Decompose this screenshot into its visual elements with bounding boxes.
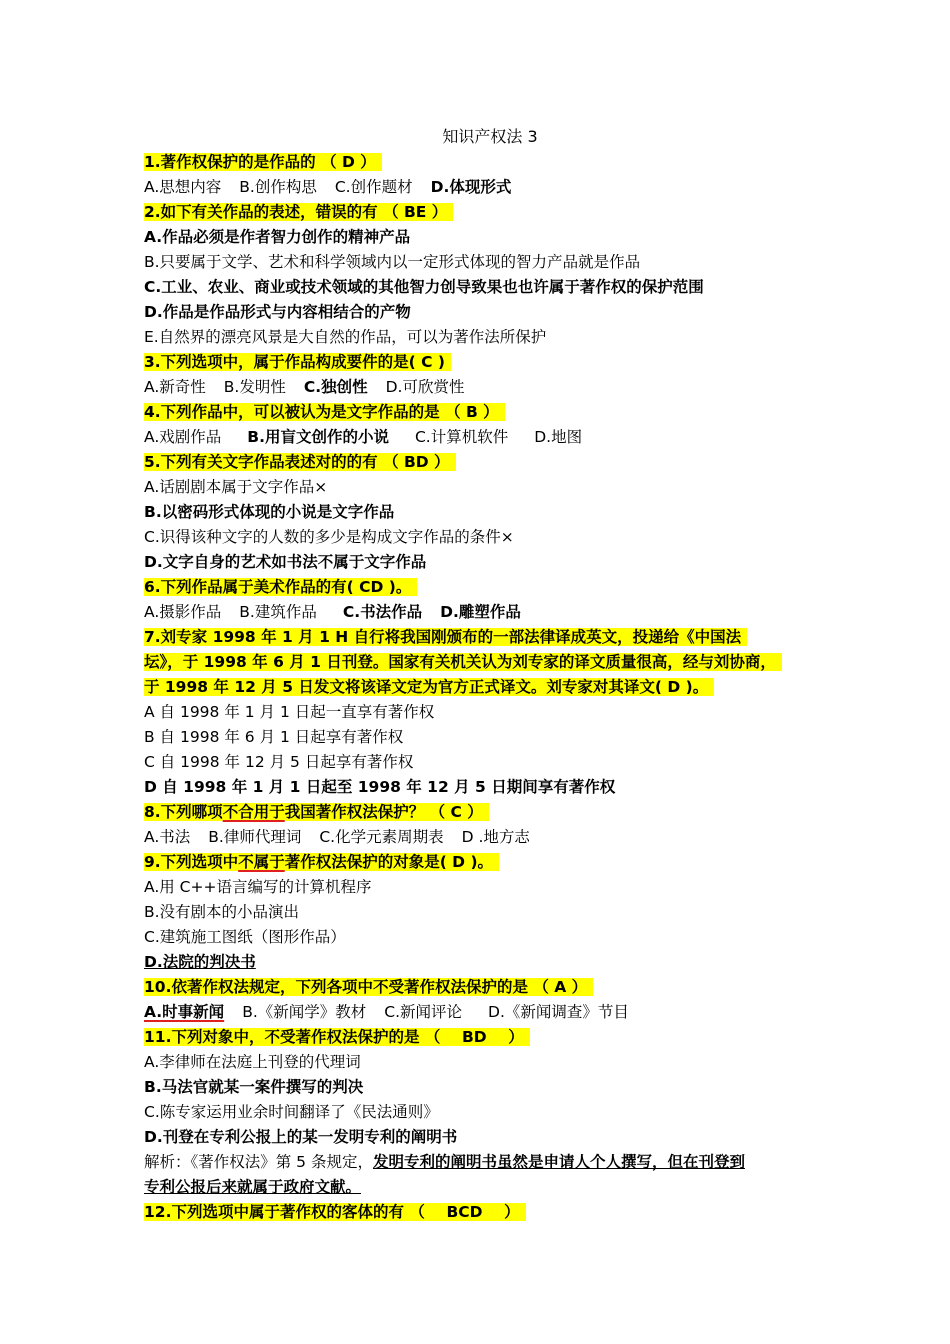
q4-option-d: D.地图	[534, 428, 583, 446]
q3-option-d: D.可欣赏性	[385, 378, 465, 396]
q4-option-b: B.用盲文创作的小说	[247, 428, 389, 446]
q11-option-a: A.李律师在法庭上刊登的代理词	[144, 1053, 361, 1071]
q3-option-a: A.新奇性	[144, 378, 206, 396]
question-3: 3.下列选项中，属于作品构成要件的是( C )	[144, 351, 451, 373]
q8-option-a: A.书法	[144, 828, 191, 846]
question-7-line-3: 于 1998 年 12 月 5 日发文将该译文定为官方正式译文。刘专家对其译文( D )。	[144, 676, 714, 698]
page-title: 知识产权法 3	[442, 127, 538, 146]
question-5: 5.下列有关文字作品表述对的的有 （ BD ）	[144, 451, 456, 473]
q11-analysis-line-2: 专利公报后来就属于政府文献。	[144, 1178, 362, 1196]
q9-option-b: B.没有剧本的小品演出	[144, 903, 300, 921]
q10-option-c: C.新闻评论	[384, 1003, 463, 1021]
q2-option-d: D.作品是作品形式与内容相结合的产物	[144, 303, 411, 321]
q7-option-c: C 自 1998 年 12 月 5 日起享有著作权	[144, 753, 414, 771]
question-6: 6.下列作品属于美术作品的有( CD )。	[144, 576, 417, 598]
q11-option-b: B.马法官就某一案件撰写的判决	[144, 1078, 364, 1096]
q4-options	[144, 426, 582, 448]
q3-options	[144, 376, 464, 398]
question-7-line-1: 7.刘专家 1998 年 1 月 1 H 自行将我国刚颁布的一部法律译成英文，投递给《中国法	[144, 626, 747, 648]
question-9: 9.下列选项中不属于著作权法保护的对象是( D )。	[144, 851, 499, 873]
q4-option-a: A.戏剧作品	[144, 428, 222, 446]
q2-option-c: C.工业、农业、商业或技术领域的其他智力创导致果也也许属于著作权的保护范围	[144, 278, 704, 296]
question-12: 12.下列选项中属于著作权的客体的有 （ BCD ）	[144, 1201, 526, 1223]
q8-emphasis: 不合用于	[222, 803, 285, 821]
analysis-label: 解析：《著作权法》第 5 条规定，	[144, 1153, 373, 1171]
q6-option-c: C.书法作品	[342, 603, 423, 621]
q9-option-d: D.法院的判决书	[144, 953, 256, 971]
q9-option-a: A.用 C++语言编写的计算机程序	[144, 878, 372, 896]
question-10: 10.依著作权法规定，下列各项中不受著作权法保护的是 （ A ）	[144, 976, 593, 998]
q1-option-b: B.创作构思	[239, 178, 317, 196]
q8-option-c: C.化学元素周期表	[319, 828, 444, 846]
question-11: 11.下列对象中，不受著作权法保护的是 （ BD ）	[144, 1026, 530, 1048]
q11-option-d: D.刊登在专利公报上的某一发明专利的阐明书	[144, 1128, 458, 1146]
q5-option-c: C.识得该种文字的人数的多少是构成文字作品的条件×	[144, 528, 514, 546]
q1-option-d: D.体现形式	[430, 178, 512, 196]
analysis-emphasis-1: 发明专利的阐明书虽然是申请人个人撰写，但在刊登到	[372, 1153, 745, 1171]
q6-option-d: D.雕塑作品	[440, 603, 521, 621]
q7-option-b: B 自 1998 年 6 月 1 日起享有著作权	[144, 728, 404, 746]
q1-option-a: A.思想内容	[144, 178, 222, 196]
q10-option-d: D.《新闻调查》节目	[488, 1003, 629, 1021]
question-7-line-2: 坛》，于 1998 年 6 月 1 日刊登。国家有关机关认为刘专家的译文质量很高，经与刘协商，	[144, 651, 782, 673]
q10-options	[144, 1001, 629, 1023]
q11-option-c: C.陈专家运用业余时间翻译了《民法通则》	[144, 1103, 439, 1121]
q3-option-b: B.发明性	[223, 378, 286, 396]
q10-option-a: A.时事新闻	[144, 1003, 225, 1021]
q5-option-d: D.文字自身的艺术如书法不属于文字作品	[144, 553, 427, 571]
q2-option-a: A.作品必须是作者智力创作的精神产品	[144, 228, 411, 246]
question-4: 4.下列作品中，可以被认为是文字作品的是 （ B ）	[144, 401, 505, 423]
q6-option-a: A.摄影作品	[144, 603, 222, 621]
q4-option-c: C.计算机软件	[414, 428, 509, 446]
q10-option-b: B.《新闻学》教材	[242, 1003, 367, 1021]
question-8: 8.下列哪项不合用于我国著作权法保护？ （ C ）	[144, 801, 489, 823]
question-2: 2.如下有关作品的表述，错误的有 （ BE ）	[144, 201, 453, 223]
q11-analysis-line-1	[144, 1151, 745, 1173]
q7-option-d: D 自 1998 年 1 月 1 日起至 1998 年 12 月 5 日期间享有著作权	[144, 778, 616, 796]
q8-option-b: B.律师代理词	[208, 828, 302, 846]
q8-options	[144, 826, 530, 848]
q1-option-c: C.创作题材	[334, 178, 413, 196]
q1-options	[144, 176, 511, 198]
q8-option-d: D .地方志	[461, 828, 530, 846]
q6-option-b: B.建筑作品	[239, 603, 317, 621]
q6-options	[144, 601, 521, 623]
q5-option-a: A.话剧剧本属于文字作品×	[144, 478, 328, 496]
q9-emphasis: 不属于	[238, 853, 285, 871]
q7-option-a: A 自 1998 年 1 月 1 日起一直享有著作权	[144, 703, 435, 721]
q9-option-c: C.建筑施工图纸（图形作品）	[144, 928, 346, 946]
q3-option-c: C.独创性	[303, 378, 368, 396]
q2-option-b: B.只要属于文学、艺术和科学领域内以一定形式体现的智力产品就是作品	[144, 253, 641, 271]
q2-option-e: E.自然界的漂亮风景是大自然的作品，可以为著作法所保护	[144, 328, 547, 346]
q5-option-b: B.以密码形式体现的小说是文字作品	[144, 503, 395, 521]
question-1: 1.著作权保护的是作品的 （ D ）	[144, 151, 382, 173]
